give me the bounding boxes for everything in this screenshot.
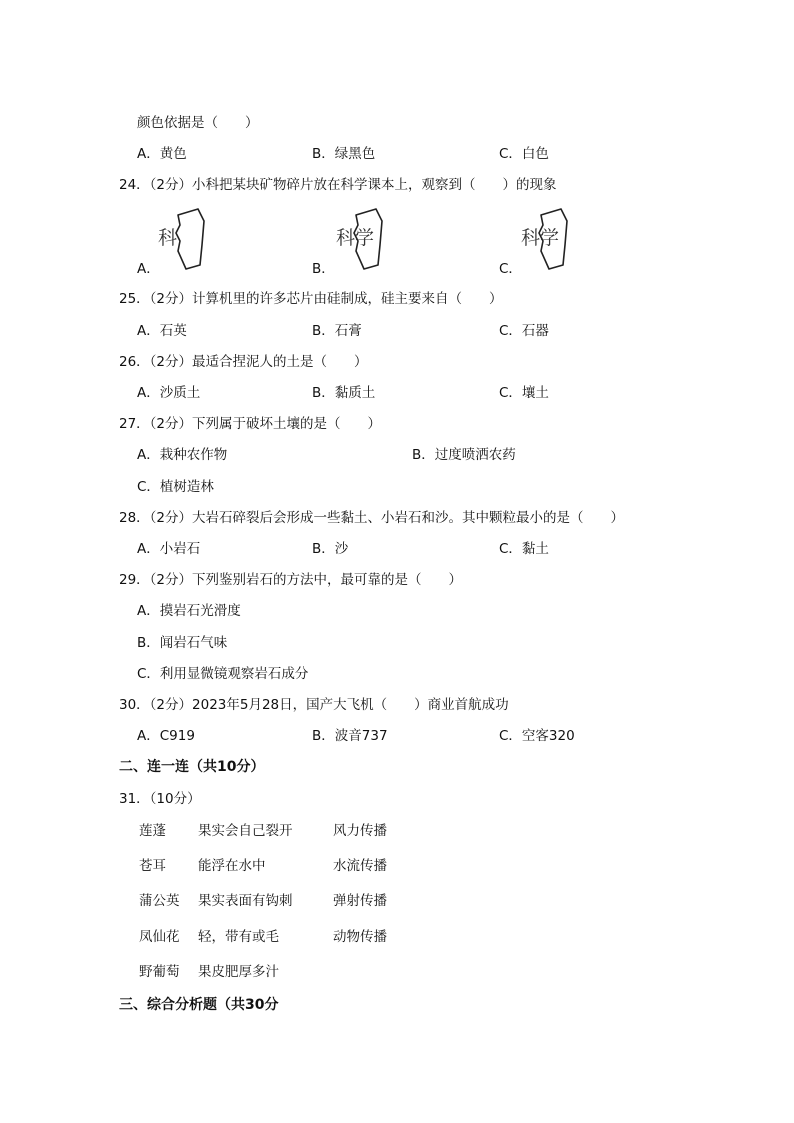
- q25-option-b[interactable]: B．石膏: [312, 323, 362, 339]
- q27-option-a[interactable]: A．栽种农作物: [137, 447, 228, 463]
- q30-option-b[interactable]: B．波音737: [312, 728, 388, 744]
- q24-figure-a: [156, 207, 218, 271]
- q27-option-b[interactable]: B．过度喷洒农药: [412, 447, 516, 463]
- q28-option-b[interactable]: B．沙: [312, 541, 349, 557]
- q24-figure-a-text: 科: [158, 227, 178, 249]
- matching-method: 弹射传播: [333, 893, 387, 909]
- q26-option-a[interactable]: A．沙质土: [137, 385, 201, 401]
- q23-option-c[interactable]: C．白色: [499, 146, 549, 162]
- matching-plant: 苍耳: [139, 858, 166, 874]
- matching-plant: 野葡萄: [139, 964, 180, 980]
- q27-stem: 27．（2分）下列属于破坏土壤的是（ ）: [119, 416, 382, 432]
- q25-option-a[interactable]: A．石英: [137, 323, 187, 339]
- matching-method: 风力传播: [333, 823, 387, 839]
- q23-option-a[interactable]: A．黄色: [137, 146, 187, 162]
- q24-figure-b-text: 科学: [336, 227, 375, 249]
- q24-stem: 24．（2分）小科把某块矿物碎片放在科学课本上，观察到（ ）的现象: [119, 177, 557, 193]
- q23-stem: 颜色依据是（ ）: [137, 115, 259, 131]
- q29-stem: 29．（2分）下列鉴别岩石的方法中，最可靠的是（ ）: [119, 572, 463, 588]
- matching-feature: 果皮肥厚多汁: [198, 964, 279, 980]
- q24-option-b[interactable]: B．: [312, 261, 335, 277]
- q25-option-c[interactable]: C．石器: [499, 323, 549, 339]
- q24-figure-b: [334, 207, 396, 271]
- matching-feature: 果实表面有钩刺: [198, 893, 293, 909]
- matching-feature: 轻，带有或毛: [198, 929, 279, 945]
- q30-option-c[interactable]: C．空客320: [499, 728, 575, 744]
- matching-plant: 蒲公英: [139, 893, 180, 909]
- q25-stem: 25．（2分）计算机里的许多芯片由硅制成，硅主要来自（ ）: [119, 291, 503, 307]
- q29-option-a[interactable]: A．摸岩石光滑度: [137, 603, 241, 619]
- q23-option-b[interactable]: B．绿黑色: [312, 146, 376, 162]
- q24-figure-c: [519, 207, 581, 271]
- q30-stem: 30．（2分）2023年5月28日，国产大飞机（ ）商业首航成功: [119, 697, 509, 713]
- q26-option-b[interactable]: B．黏质土: [312, 385, 376, 401]
- q31-stem: 31．（10分）: [119, 791, 201, 807]
- matching-feature: 果实会自己裂开: [198, 823, 293, 839]
- matching-plant: 莲蓬: [139, 823, 166, 839]
- section-3-title: 三、综合分析题（共30分: [119, 997, 279, 1013]
- section-2-title: 二、连一连（共10分）: [119, 759, 265, 775]
- matching-plant: 凤仙花: [139, 929, 180, 945]
- q28-stem: 28．（2分）大岩石碎裂后会形成一些黏土、小岩石和沙。其中颗粒最小的是（ ）: [119, 510, 625, 526]
- matching-feature: 能浮在水中: [198, 858, 266, 874]
- q29-option-b[interactable]: B．闻岩石气味: [137, 635, 228, 651]
- q26-stem: 26．（2分）最适合捏泥人的土是（ ）: [119, 354, 368, 370]
- q30-option-a[interactable]: A．C919: [137, 728, 195, 744]
- matching-method: 动物传播: [333, 929, 387, 945]
- q24-figure-c-text: 科学: [521, 227, 560, 249]
- q24-option-c[interactable]: C．: [499, 261, 522, 277]
- q28-option-c[interactable]: C．黏土: [499, 541, 549, 557]
- q27-option-c[interactable]: C．植树造林: [137, 479, 214, 495]
- matching-method: 水流传播: [333, 858, 387, 874]
- q26-option-c[interactable]: C．壤土: [499, 385, 549, 401]
- q24-option-a[interactable]: A．: [137, 261, 160, 277]
- q28-option-a[interactable]: A．小岩石: [137, 541, 201, 557]
- q29-option-c[interactable]: C．利用显微镜观察岩石成分: [137, 666, 309, 682]
